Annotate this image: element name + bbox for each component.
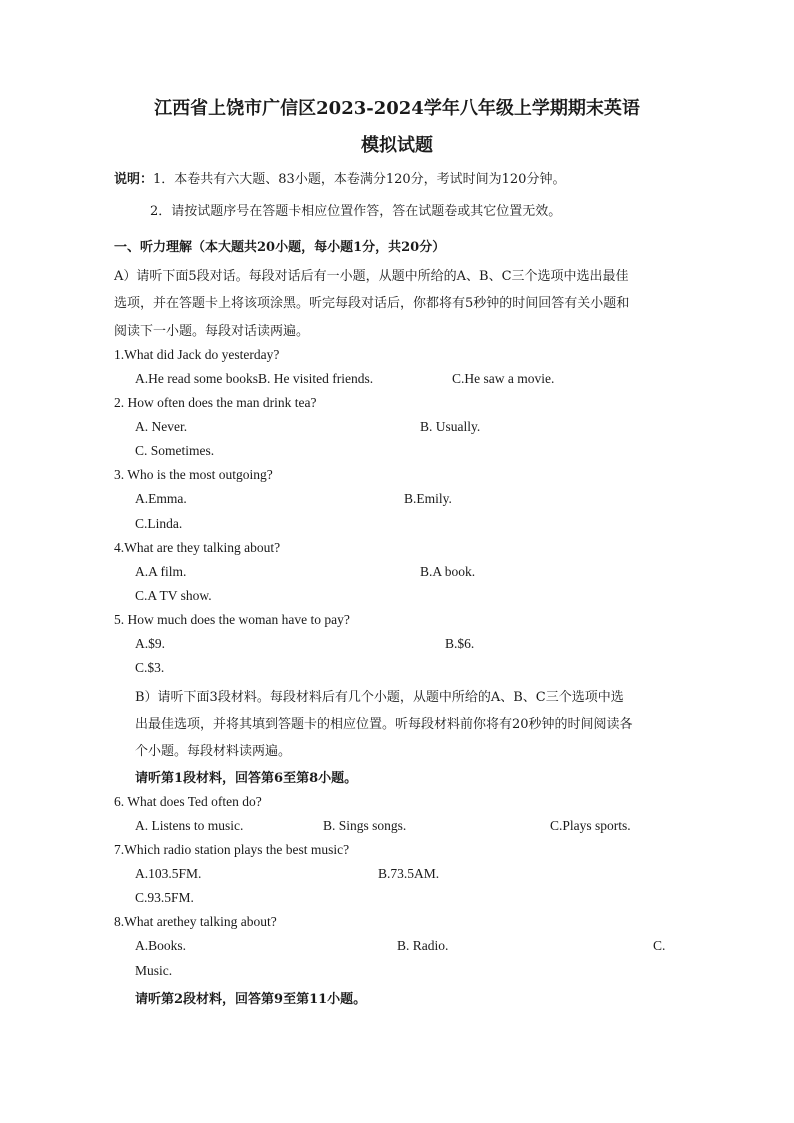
part-a-line-3: 阅读下一小题。每段对话读两遍。 xyxy=(114,324,310,339)
part-b-line-1: B）请听下面3段材料。每段材料后有几个小题，从题中所给的A、B、C三个选项中选 xyxy=(135,690,624,705)
option-b: B. Sings songs. xyxy=(323,818,407,833)
option-c: C.He saw a movie. xyxy=(452,371,555,386)
option-c: C. Sometimes. xyxy=(135,443,215,458)
part-a-line-2: 选项，并在答题卡上将该项涂黑。听完每段对话后，你都将有5秒钟的时间回答有关小题和 xyxy=(114,296,630,311)
page-subtitle: 模拟试题 xyxy=(361,135,433,156)
option-a: A.Emma. xyxy=(135,491,187,506)
option-b: B. Usually. xyxy=(420,419,481,434)
option-b: B. Radio. xyxy=(397,938,449,953)
option-c: C.Linda. xyxy=(135,516,183,531)
question-stem: 4.What are they talking about? xyxy=(114,540,281,555)
part-b-line-3: 个小题。每段材料读两遍。 xyxy=(135,744,292,759)
section-heading: 一、听力理解（本大题共20小题，每小题1分，共20分） xyxy=(114,240,446,255)
option-a: A. Listens to music. xyxy=(135,818,244,833)
option-a: A. Never. xyxy=(135,419,188,434)
option-c: C.Plays sports. xyxy=(550,818,631,833)
option-a: A.A film. xyxy=(135,564,187,579)
part-a-line-1: A）请听下面5段对话。每段对话后有一小题，从题中所给的A、B、C三个选项中选出最佳 xyxy=(114,269,629,284)
option-b: B.73.5AM. xyxy=(378,866,440,881)
question-stem: 5. How much does the woman have to pay? xyxy=(114,612,350,627)
page-title: 江西省上饶市广信区2023-2024学年八年级上学期期末英语 xyxy=(154,98,640,119)
instructions-label: 说明： xyxy=(114,172,154,187)
option-b: B.$6. xyxy=(445,636,475,651)
option-a: A.Books. xyxy=(135,938,187,953)
question-stem: 7.Which radio station plays the best music? xyxy=(114,842,350,857)
option-b: B.Emily. xyxy=(404,491,452,506)
option-c: C.93.5FM. xyxy=(135,890,194,905)
question-stem: 2. How often does the man drink tea? xyxy=(114,395,317,410)
option-a: A.$9. xyxy=(135,636,165,651)
option-c: C.A TV show. xyxy=(135,588,212,603)
question-stem: 8.What arethey talking about? xyxy=(114,914,277,929)
option-a: A.103.5FM. xyxy=(135,866,202,881)
option-c-continued: Music. xyxy=(135,963,173,978)
option-c: C.$3. xyxy=(135,660,165,675)
question-stem: 3. Who is the most outgoing? xyxy=(114,467,273,482)
option-b: B.A book. xyxy=(420,564,476,579)
instructions-item-2: 2．请按试题序号在答题卡相应位置作答，答在试题卷或其它位置无效。 xyxy=(150,204,562,219)
material-heading: 请听第1段材料，回答第6至第8小题。 xyxy=(135,771,358,786)
instructions-item-1: 1．本卷共有六大题、83小题，本卷满分120分，考试时间为120分钟。 xyxy=(153,172,566,187)
part-b-line-2: 出最佳选项，并将其填到答题卡的相应位置。听每段材料前你将有20秒钟的时间阅读各 xyxy=(135,717,633,732)
material-heading: 请听第2段材料，回答第9至第11小题。 xyxy=(135,992,367,1007)
option-c: C. xyxy=(653,938,666,953)
option-b: B. He visited friends. xyxy=(258,371,374,386)
question-stem: 1.What did Jack do yesterday? xyxy=(114,347,280,362)
option-a: A.He read some books. xyxy=(135,371,262,386)
question-stem: 6. What does Ted often do? xyxy=(114,794,262,809)
instructions-line-1 xyxy=(114,168,565,187)
